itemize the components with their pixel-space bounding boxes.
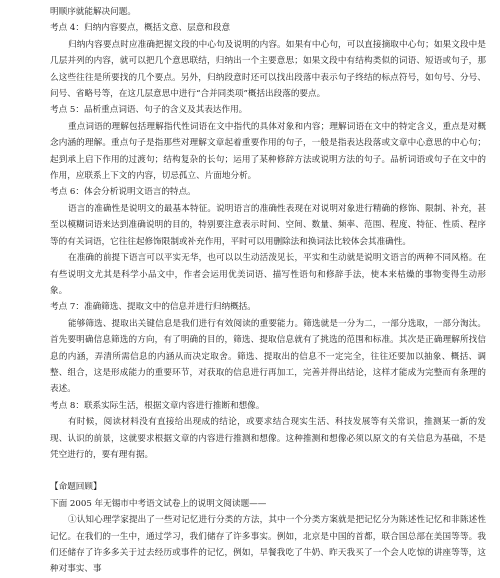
body-paragraph: 归纳内容要点时应准确把握文段的中心句及说明的内容。如果有中心句，可以直接摘取中心句；如果文段中是几层并列的内容，就可以把几个意思联结，归纳出一个主要意思；如果文段中有结构类似的词语、短语或句子，那么这些往往是所要找的几个要点。另外，归纳段意时还可以找出段落中表示句子终结的标点符号，如句号、分号、问号、省略号等，在这几层意思中进行“合并同类项”概括出段落的要点。 (50, 39, 486, 100)
body-paragraph: 重点词语的理解包括理解指代性词语在文中指代的具体对象和内容；理解词语在文中的特定含义，重点是对概念内涵的理解。重点句子是指那些对理解文章起着重要作用的句子，一般是指表达段落或文章中心意思的中心句；起到承上启下作用的过渡句；结构复杂的长句；运用了某种修辞方法或说明方法的句子。品析词语或句子在文中的作用，应联系上下文的内容，切忌孤立、片面地分析。 (50, 121, 486, 182)
paragraph-spacer (50, 463, 486, 479)
heading-line: 考点 4：归纳内容要点，概括文意、层意和段意 (50, 23, 231, 34)
heading-line: 考点 8：联系实际生活，根据文章内容进行推断和想像。 (50, 400, 265, 411)
body-paragraph: 语言的准确性是说明文的最基本特征。说明语言的准确性表现在对说明对象进行精确的修饰、限制、补充，甚至以模糊词语来达到准确说明的目的，特别要注意表示时间、空间、数量、频率、范围、程度、特征、性质、程序等的有关词语，它往往起修饰限制或补充作用，平时可以用删除法和换词法比较体会其准确性。 (50, 203, 486, 247)
body-paragraph: 能够筛选、提取出关键信息是我们进行有效阅读的重要能力。筛选就是一分为二，一部分选取，一部分淘汰。首先要明确信息筛选的方向，有了明确的目的，筛选、提取信息就有了挑选的范围和标准。其次是正确理解所找信息的内涵，弄清所需信息的内涵从而决定取舍。筛选、提取出的信息不一定完全，往往还要加以抽象、概括、调整、组合，这是形成能力的重要环节，对获取的信息进行再加工，完善并得出结论，这样才能成为完整而有条理的表述。 (50, 318, 486, 395)
heading-line: 考点 6：体会分析说明文语言的特点。 (50, 187, 196, 198)
body-paragraph: 在准确的前提下语言可以平实无华，也可以以生动活泼见长，平实和生动就是说明文语言的两种不同风格。在有些说明文尤其是科学小品文中，作者会运用优美词语、描写性语句和修辞手法，使本来枯燥的事物变得生动形象。 (50, 253, 486, 296)
heading-line: 明顺序就能解决问题。 (50, 7, 136, 17)
body-paragraph: ①认知心理学家提出了一些对记忆进行分类的方法，其中一个分类方案就是把记忆分为陈述性记忆和非陈述性记忆。在我们的一生中，通过学习，我们储存了许多事实。例如，北京是中国的首都，联合国总部在美国等等。我们还储存了许多多关于过去经历或事件的记忆，例如，早餐我吃了牛奶、昨天我买了一个会人吃惊的讲座等等，这种对事实、事 (50, 515, 486, 575)
heading-line: 【命题回顾】 (50, 482, 102, 493)
heading-line: 下面 2005 年无锡市中考语文试卷上的说明文阅读题—— (50, 498, 267, 509)
heading-line: 考点 5：品析重点词语、句子的含义及其表达作用。 (50, 105, 248, 116)
heading-line: 考点 7：准确筛选、提取文中的信息并进行归纳概括。 (50, 302, 256, 313)
body-paragraph: 有时候，阅读材料没有直接给出现成的结论，或要求结合现实生活、科技发展等有关常识，推测某一新的发现、认识的前景，这就要求根据文章的内容进行推测和想像。这种推测和想像必须以原文的有关信息为基础，不是凭空进行的，要有理有据。 (50, 417, 486, 460)
